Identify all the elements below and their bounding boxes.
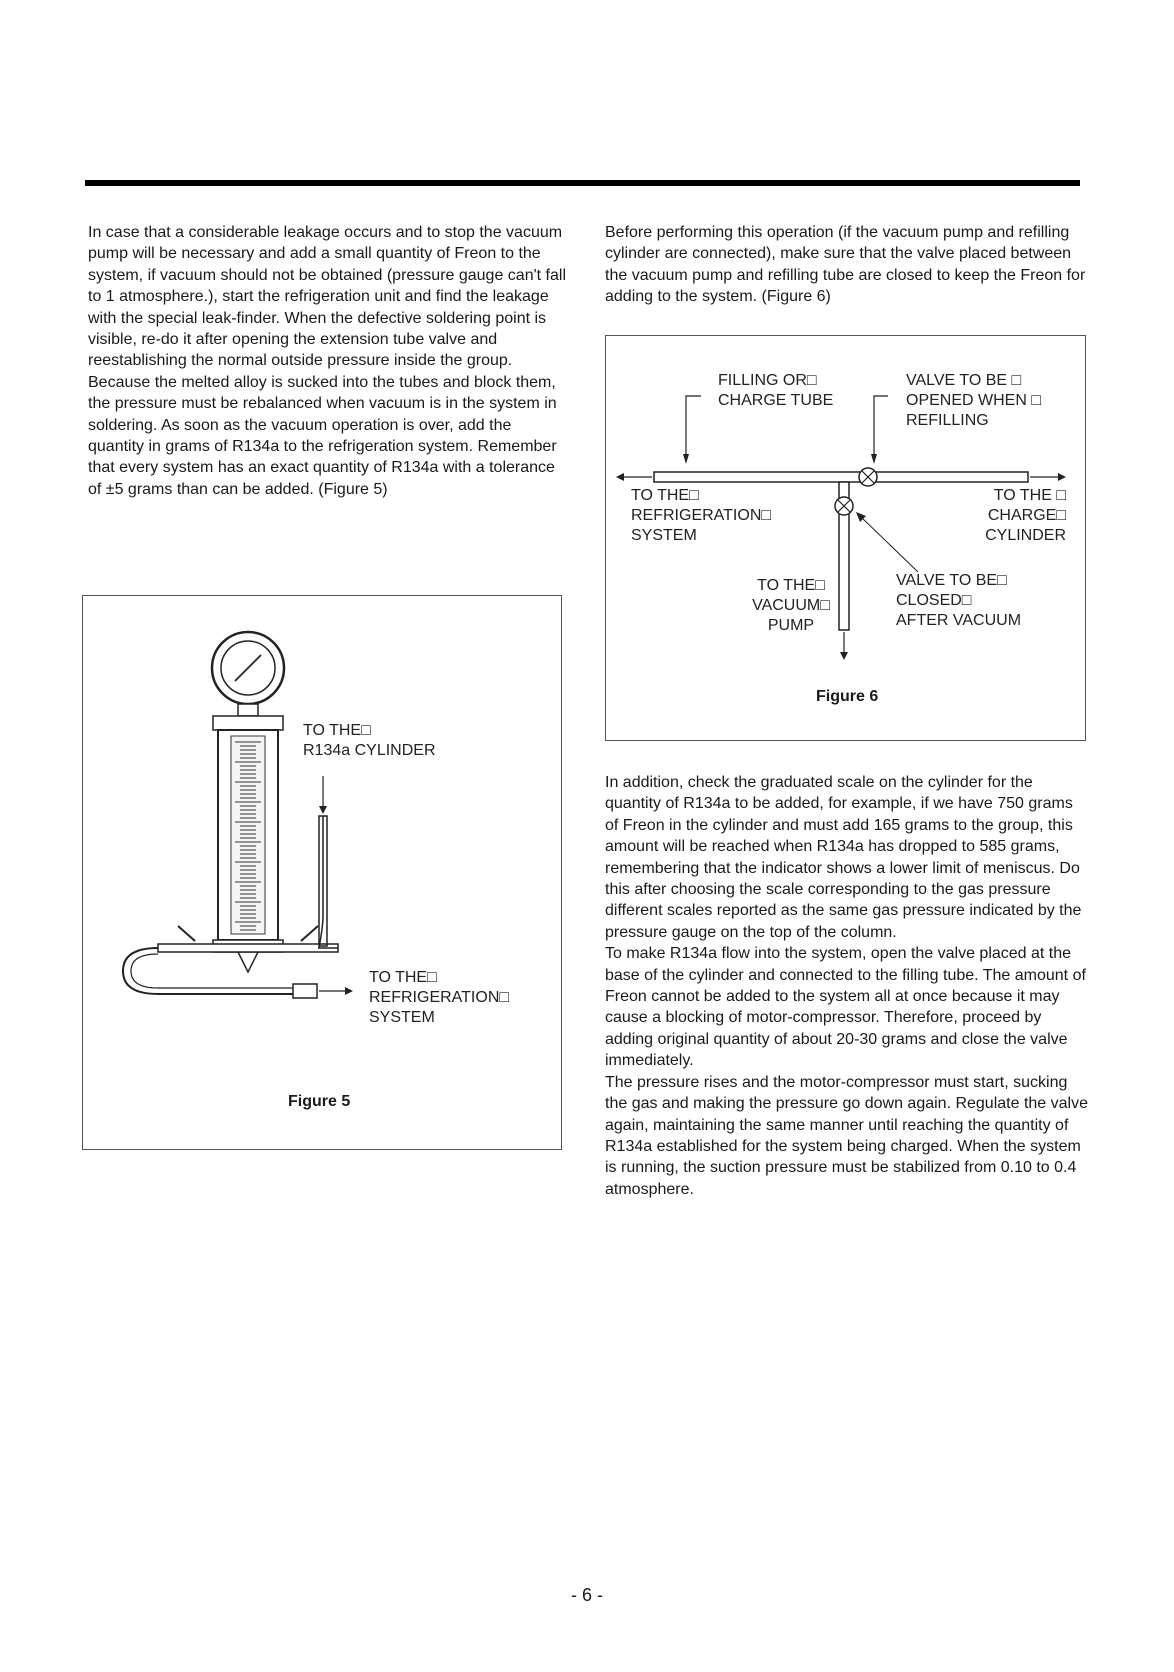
paragraph: Because the melted alloy is sucked into the tubes and block them, the pressure must be rebalanced when vacuum is in the system in soldering. As soon as the vacuum operation is over, add the quantity in grams of R134a to the refrigeration system. Remember that every system has an exact quantity of R134a with a tolerance of ±5 grams than can be added. (Figure 5) [88,373,557,498]
label-valve-closed [896,571,1021,631]
label-to-vacuum-pump [746,576,836,636]
label-line: TO THE□ [369,969,437,986]
leader-valve-open-head [871,454,877,464]
label-line: TO THE □ [993,487,1066,504]
label-line: REFILLING [906,412,989,429]
gauge-needle [235,655,261,681]
label-line: CHARGE□ [987,507,1066,524]
right-column-text [605,772,1090,1200]
header-rule [85,180,1080,186]
label-line: FILLING OR□ [718,372,817,389]
leader-valve-open [874,396,888,458]
arrow-right-head [1058,473,1066,481]
figure-5-drawing [83,596,563,1151]
label-line: SYSTEM [369,1009,435,1026]
handle-left [178,926,195,941]
label-line: SYSTEM [631,527,697,544]
left-column-text [88,222,568,500]
label-to-refrigeration [631,486,771,546]
figure-6-caption: Figure 6 [816,688,879,705]
paragraph: Before performing this operation (if the vacuum pump and refilling cylinder are connected), make sure that the valve placed between the vacuum pump and refilling tube are closed to keep the Freon for adding to the system. (Figure 6) [605,224,1086,306]
label-line: R134a CYLINDER [303,742,436,759]
label-line: TO THE□ [631,487,699,504]
figure-6 [605,335,1086,741]
right-column-intro [605,222,1090,308]
label-line: AFTER VACUUM [896,612,1022,629]
label-to-cylinder [303,721,436,761]
label-line: TO THE□ [757,577,825,594]
page-number: - 6 - [570,1585,603,1605]
label-line: REFRIGERATION□ [631,507,772,524]
figure-5-caption: Figure 5 [288,1093,351,1110]
label-to-refrigeration-system [369,968,509,1028]
label-filling-tube [718,371,833,411]
leader-filling [686,396,701,458]
label-line: OPENED WHEN □ [906,392,1042,409]
arrow-down-head [840,652,848,660]
label-line: REFRIGERATION□ [369,989,510,1006]
label-line: TO THE□ [303,722,371,739]
base-valve [238,952,258,972]
paragraph: The pressure rises and the motor-compressor must start, sucking the gas and making the pressure go down again. Regulate the valve again, maintaining the same manner until reaching the quantity of R134a established for the system being charged. When the system is running, the suction pressure must be stabilized from 0.10 to 0.4 atmosphere. [605,1073,1088,1198]
label-line: PUMP [767,617,815,634]
figure-5 [82,595,562,1150]
paragraph: To make R134a flow into the system, open the valve placed at the base of the cylinder and connected to the filling tube. The amount of Freon cannot be added to the system all at once because it may cause a blocking of motor-compressor. Therefore, proceed by adding original quantity of about 20-30 grams and close the valve immediately. [605,945,1086,1070]
label-line: VACUUM□ [752,597,830,614]
arrow-system-head [345,987,353,995]
handle-right [301,926,318,941]
hose-connector [293,984,317,998]
leader-filling-head [683,454,689,464]
paragraph: In addition, check the graduated scale on the cylinder for the quantity of R134a to be added, for example, if we have 750 grams of Freon in the cylinder and must add 165 grams to the group, this amount will be reached when R134a has dropped to 585 grams, remembering that the indicator shows a lower limit of meniscus. Do this after choosing the scale corresponding to the gas pressure different scales reported as the same gas pressure indicated by the pressure gauge on the top of the column. [605,774,1082,941]
filling-hose-inner [131,954,293,988]
main-tube [654,472,1028,482]
arrow-cylinder-head [319,806,327,814]
arrow-left-head [616,473,624,481]
label-valve-opened [906,371,1041,431]
base-manifold [158,944,338,952]
gauge-stem [238,704,258,716]
paragraph: In case that a considerable leakage occurs and to stop the vacuum pump will be necessary and add a small quantity of Freon to the system, if vacuum should not be obtained (pressure gauge can't fall to 1 atmosphere.), start the refrigeration unit and find the leakage with the special leak-finder. When the defective soldering point is visible, re-do it after opening the extension tube valve and reestablishing the normal outside pressure inside the group. [88,224,566,370]
label-line: CHARGE TUBE [718,392,834,409]
label-line: VALVE TO BE □ [906,372,1022,389]
label-line: CLOSED□ [896,592,972,609]
cylinder-top-cap [213,716,283,730]
label-line: CYLINDER [985,527,1066,544]
label-line: VALVE TO BE□ [896,572,1007,589]
label-to-charge-cylinder [956,486,1066,546]
leader-valve-closed [860,516,918,572]
tube-to-cylinder [318,816,338,948]
